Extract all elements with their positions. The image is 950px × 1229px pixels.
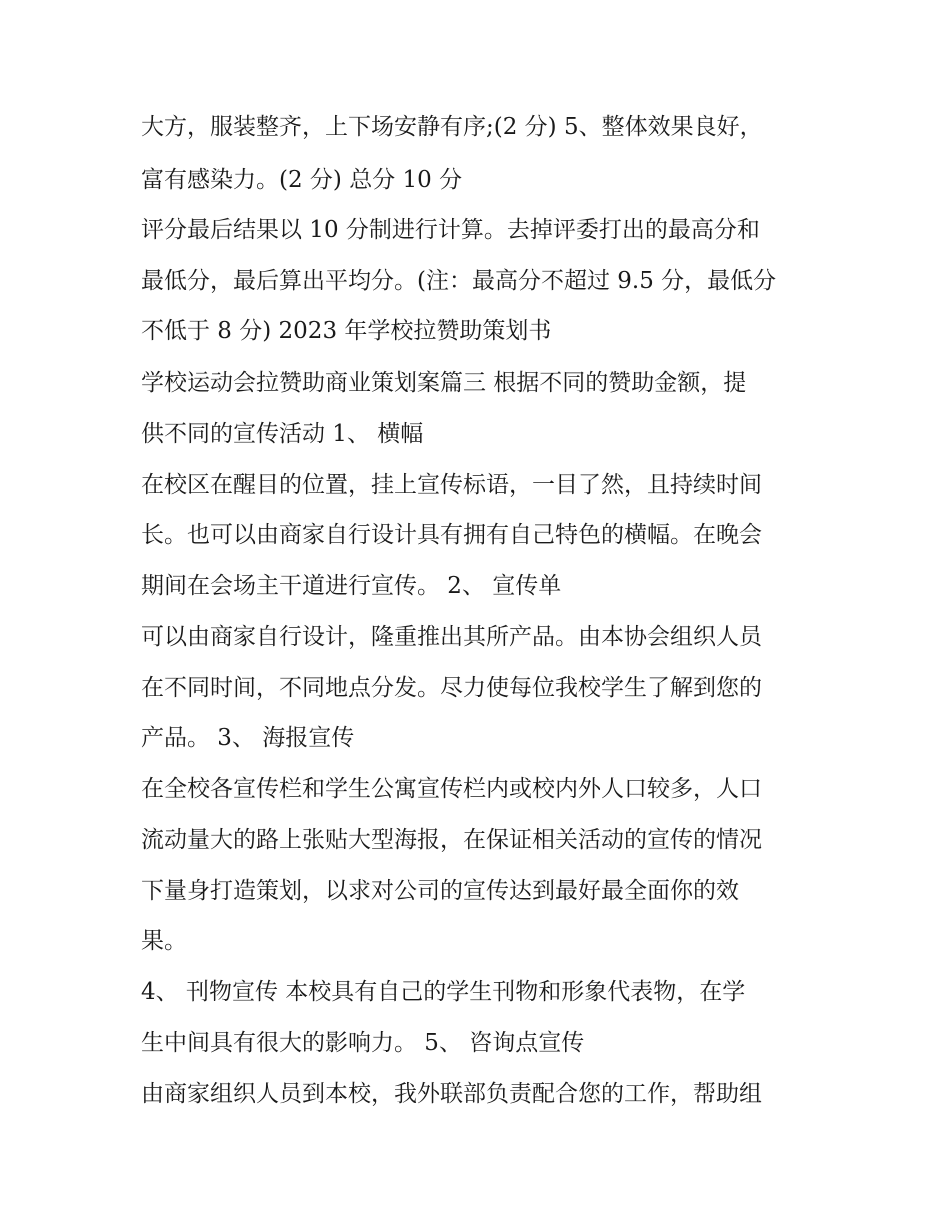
text-line-8: 在校区在醒目的位置，挂上宣传标语，一目了然，且持续时间 [141,472,762,498]
text-line-10: 期间在会场主干道进行宣传。 2、 宣传单 [141,573,562,599]
text-line-19: 生中间具有很大的影响力。 5、 咨询点宣传 [141,1030,585,1056]
text-line-6: 学校运动会拉赞助商业策划案篇三 根据不同的赞助金额，提 [141,370,747,396]
text-line-7: 供不同的宣传活动 1、 横幅 [141,421,424,447]
text-line-3: 评分最后结果以 10 分制进行计算。去掉评委打出的最高分和 [141,217,760,243]
text-line-17: 果。 [141,928,187,954]
text-line-13: 产品。 3、 海报宣传 [141,725,355,751]
text-line-14: 在全校各宣传栏和学生公寓宣传栏内或校内外人口较多，人口 [141,776,762,802]
text-line-15: 流动量大的路上张贴大型海报，在保证相关活动的宣传的情况 [141,827,762,853]
text-line-4: 最低分，最后算出平均分。(注：最高分不超过 9.5 分，最低分 [141,268,777,294]
text-line-18: 4、 刊物宣传 本校具有自己的学生刊物和形象代表物，在学 [141,979,746,1005]
text-line-12: 在不同时间，不同地点分发。尽力使每位我校学生了解到您的 [141,675,762,701]
text-line-20: 由商家组织人员到本校，我外联部负责配合您的工作，帮助组 [141,1081,762,1107]
text-line-5: 不低于 8 分) 2023 年学校拉赞助策划书 [141,318,552,344]
text-line-2: 富有感染力。(2 分) 总分 10 分 [141,167,463,193]
text-line-1: 大方，服装整齐，上下场安静有序;(2 分) 5、整体效果良好， [141,114,763,140]
text-line-11: 可以由商家自行设计，隆重推出其所产品。由本协会组织人员 [141,624,762,650]
text-line-9: 长。也可以由商家自行设计具有拥有自己特色的横幅。在晚会 [141,522,762,548]
text-line-16: 下量身打造策划，以求对公司的宣传达到最好最全面你的效 [141,878,739,904]
